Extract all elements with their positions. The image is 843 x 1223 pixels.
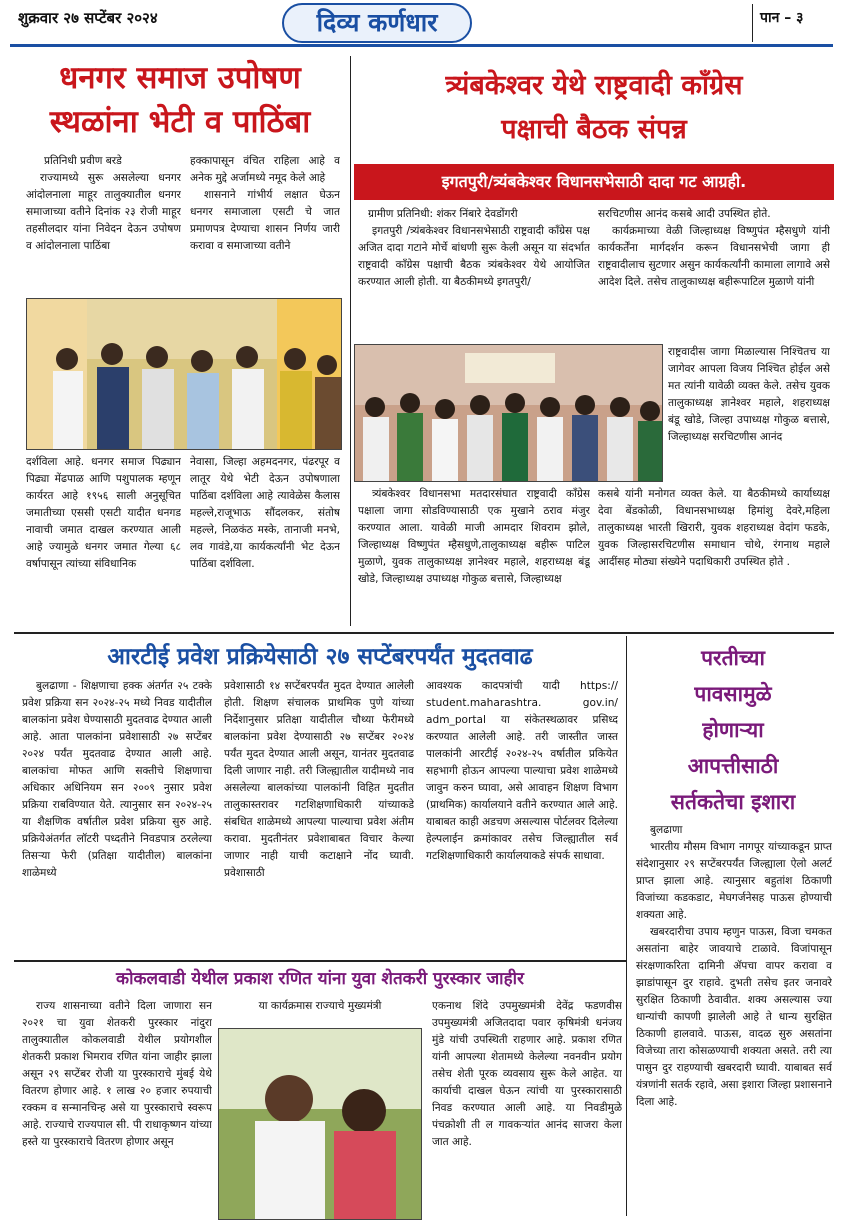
header-rule: [10, 44, 833, 47]
story3-col2: प्रवेशासाठी १४ सप्टेंबरपर्यंत मुदत देण्यात आलेली होती. शिक्षण संचालक प्राथमिक पुणे यांच्या निर्देशानुसार प्रतिक्षा यादीतील चौथ्या फेरीमध्ये बालकांना प्रवेश देण्यासाठी २७ सप्टेंबर २०२४ पर्यंत मुदत देण्यात आली असून, यानंतर मुदतवाढ दिली जाणार नाही. तरी जिल्ह्यातील यादीमध्ये नाव असलेल्या बालकांच्या पालकांनी विहित मुदतीत तालुकास्तरावर गटशिक्षणाधिकारी यांच्याकडे संबधित शाळेमध्ये आपल्या पाल्याचा प्रवेश अंतीम करावा. मुदतीनंतर प्रवेशाबाबत विचार केल्या जाणार नाही याची कटाक्षाने नोंद घ्यावी. प्रवेशासाठी: [224, 680, 414, 879]
story2-col2-bottom: कसबे यांनी मनोगत व्यक्त केले. या बैठकीमध्ये कार्याध्यक्ष देवा बेंडकोळी, विधानसभाध्यक्ष हिमांशु देवरे,महिला तालुकाध्यक्ष भारती खिरारी, युवक शहराध्यक्ष वेदांग फडके, युवक जिल्हासरचिटणीस समाधान चोथे, रंगनाथ महाले आदींसह मोठ्या संख्येने पदाधिकारी उपस्थित होते .: [598, 488, 830, 568]
story5-headline: कोकलवाडी येथील प्रकाश रणित यांना युवा शेतकरी पुरस्कार जाहीर: [116, 969, 524, 989]
issue-date: शुक्रवार २७ सप्टेंबर २०२४: [18, 9, 158, 27]
section-divider: [14, 632, 834, 634]
story4-dateline: बुलढाणा: [650, 824, 683, 836]
story5-photo: [218, 1028, 422, 1220]
group-photo-image: [27, 299, 342, 450]
meeting-photo-image: [355, 345, 663, 482]
section-divider-2: [14, 960, 626, 962]
story4-body: बुलढाणा भारतीय मौसम विभाग नागपूर यांच्याकडून प्राप्त संदेशानुसार २९ सप्टेंबरपर्यंत जिल्ह्याला ऐलो अलर्ट प्राप्त झाला आहे. त्यानुसार बहुतांश ठिकाणी विजांच्या कडकडाट, मेघगर्जनेसह पाऊस होण्याची शक्यता आहे. खबरदारीचा उपाय म्हणुन पाऊस, विजा चमकत असतांना बाहेर जावयाचे टाळावे. विजांपासून संरक्षणाकरिता दामिनी ॲपचा वापर करावा व झाडांपासून दुर राहावे. दुभती तसेच इतर जनावरे सुरक्षित ठिकाणी ठेवावीत. शक्य असल्यास ज्या धान्यांची कापणी झालेली आहे ते धान्य सुरक्षित ठिकाणी हालवावे. पाऊस, वादळ सुरु असतांना विजेच्या तारा कोसळण्याची शक्यता असते. तरी त्या पासुन दुर राहण्याची खबरदारी घ्यावी. याबाबत सर्व यंत्रणांनी सतर्क रहावे, असा इशारा जिल्हा प्रशासनाने दिला आहे.: [636, 824, 832, 1108]
newspaper-logo: दिव्य कर्णधार: [282, 3, 472, 43]
story2-banner: इगतपुरी/त्र्यंबकेश्वर विधानसभेसाठी दादा गट आग्रही.: [354, 164, 834, 200]
story2-byline: ग्रामीण प्रतिनिधी: शंकर निंबारे देवडोंगरी: [368, 208, 518, 220]
story2-headline: त्र्यंबकेश्वर येथे राष्ट्रवादी काँग्रेस पक्षाची बैठक संपन्न: [445, 70, 743, 145]
story4-headline: परतीच्या पावसामुळे होणाऱ्या आपत्तीसाठी सर्तकतेचा इशारा: [670, 646, 796, 814]
story5-col1: राज्य शासनाच्या वतीने दिला जाणारा सन २०२१ चा युवा शेतकरी पुरस्कार नांदुरा तालुक्यातील कोकलवाडी येथील प्रयोगशील शेतकरी प्रकाश भिमराव रणित यांना जाहीर झाला असून २९ सप्टेंबर रोजी या पुरस्काराचे मुंबई येथे वितरण होणार आहे. १ लाख २० हजार रुपयाची रक्कम व सन्मानचिन्ह असे या पुरस्काराचे स्वरूप आहे. राज्याचे राज्यपाल सी. पी राधाकृष्णन यांच्या हस्ते या पुरस्काराचे वितरण होणार असून: [22, 1000, 212, 1148]
masthead: [0, 0, 843, 46]
story5-col3: एकनाथ शिंदे उपमुख्यमंत्री देवेंद्र फडणवीस उपमुख्यमंत्री अजितदादा पवार कृषिमंत्री धनंजय मुंडे यांची उपस्थिती राहणार आहे. प्रकाश रणित यांनी आपल्या शेतामध्ये केलेल्या नवनवीन प्रयोग तसेच शेती पूरक व्यवसाय सुरू केले आहेत. या कार्याची दाखल घेऊन त्यांची या पुरस्कारासाठी निवड करण्यात आली आहे. या निवडीमुळे पंचक्रोशी ती ल गावकऱ्यांत आनंद साजरा केला जात आहे.: [432, 1000, 622, 1148]
story2-col1-bottom: त्र्यंबकेश्वर विधानसभा मतदारसंघात राष्ट्रवादी कॉंग्रेस पक्षाला जागा सोडविण्यासाठी एक मुखाने ठराव मंजुर करण्यात आला. यावेळी माजी आमदार शिवराम झोले, जिल्हाध्यक्ष विष्णुपंत म्हैसधुणे,तालुकाध्यक्ष बहीरू पाटिल मुळाणे, युवक तालुकाध्यक्ष ज्ञानेश्वर महाले, शहराध्यक्ष बंडू खोडे, जिल्हाध्यक्ष उपाध्यक्ष गोकुळ बत्तासे, जिल्हाध्यक्ष: [358, 488, 590, 585]
header-divider: [752, 4, 753, 42]
story2-col1-top: ग्रामीण प्रतिनिधी: शंकर निंबारे देवडोंगरी इगतपुरी /त्र्यंबकेश्वर विधानसभेसाठी राष्ट्रवादी कॉंग्रेस पक्ष अजित दादा गटाने मोर्चे बांधणी सुरू केली असून या संदर्भात राष्ट्रवादी कॉंग्रेस पक्षाची बैठक त्र्यंबकेश्वर येथे आयोजित करण्यात आली होती. या बैठकीमध्ये इगतपुरी/: [358, 208, 590, 288]
story1-col1-top: प्रतिनिधी प्रवीण बरडे राज्यामध्ये सुरू असलेल्या धनगर आंदोलनाला माहूर तालुक्यातील धनगर समाजाच्या वतीने दिनांक २३ रोजी माहूर तहसीलदार यांना निवेदन देऊन उपोषण व आंदोलनाला पाठिंबा: [26, 155, 181, 252]
page-number: पान – ३: [760, 10, 804, 26]
story1-col1-bottom: दर्शविला आहे. धनगर समाज पिढ्यान पिढ्या मेंढपाळ आणि पशुपालक म्हणून कार्यरत आहे १९५६ साली अनुसूचित जमातीच्या एससी एसटी यादीत धनगड नावाची जमात दाखल करण्यात आली आहे ज्यामुळे धनगर जमात गेल्या ६८ वर्षापासून त्यांच्या संविधानिक: [26, 456, 181, 570]
column-divider-right: [626, 636, 627, 1216]
story2-col2-mid: राष्ट्रवादीस जागा मिळाल्यास निश्चितच या जागेवर आपला विजय निश्चित होईल असे मत त्यांनी यावेळी व्यक्त केले. तसेच युवक तालुकाध्यक्ष ज्ञानेश्वर महाले, शहराध्यक्ष बंडू खोडे, जिल्हा उपाध्यक्ष गोकुळ बत्तासे, जिल्हाध्यक्ष सरचिटणीस आनंद: [668, 346, 830, 443]
column-divider: [350, 56, 351, 626]
story1-col2-bottom: नेवासा, जिल्हा अहमदनगर, पंढरपूर व लातूर येथे भेटी देऊन उपोषणाला पाठिंबा दर्शविला आहे त्यावेळेस कैलास महल्ले,राजूभाऊ सौंदलकर, संतोष महल्ले, निळकंठ मस्के, तानाजी मनभे, लव गावंडे,या कार्यकर्त्यांनी भेट देऊन पाठिंबा दर्शविला.: [190, 456, 340, 570]
story1-photo: [26, 298, 342, 450]
story5-col2: या कार्यक्रमास राज्याचे मुख्यमंत्री: [258, 1000, 382, 1012]
story2-col2-top: सरचिटणीस आनंद कसबे आदी उपस्थित होते. कार्यक्रमाच्या वेळी जिल्हाध्यक्ष विष्णुपंत म्हैसधुणे यांनी कार्यकर्तेंना मार्गदर्शन करून विधानसभेची जागा ही राष्ट्रवादीलाच सुटणार असुन कार्यकर्त्यांनी कामाला लागावे असे आदेश दिले. तसेच तालुकाध्यक्ष बहीरूपाटिल मुळाणे यांनी: [598, 208, 830, 288]
story2-photo: [354, 344, 663, 482]
story1-byline: प्रतिनिधी प्रवीण बरडे: [44, 155, 122, 167]
story1-col2-top: हक्कापासून वंचित राहिला आहे व अनेक मुद्दे अर्जामध्ये नमूद केले आहे शासनाने गांभीर्य लक्षात घेऊन धनगर समाजाला एसटी चे जात प्रमाणपत्र देण्याचा शासन निर्णय जारी करावा व समाजाच्या वतीने: [190, 155, 340, 252]
story3-col1: बुलढाणा - शिक्षणाचा हक्क अंतर्गत २५ टक्के प्रवेश प्रक्रिया सन २०२४-२५ मध्ये निवड यादीतील बालकांना प्रवेश घेण्यासाठी मुदतवाढ देण्यात आली आहे. आता पालकांना प्रवेशासाठी २७ सप्टेंबर २०२४ पर्यंत मुदतवाढ देण्यात आली आहे. बालकांचा मोफत आणि सक्तीचे शिक्षणाचा अधिकार अधिनियम सन २००९ नुसार प्रवेश प्रक्रिया राबविण्यात येते. त्यानुसार सन २०२४-२५ या शैक्षणिक वर्षातील प्रवेश प्रक्रिया सुरु आहे. प्रक्रियेअंतर्गत लॉटरी पध्दतीने निवडपात्र ठरलेल्या तिसऱ्या फेरी (प्रतिक्षा यादीतील) बालकांना शाळेमध्ये: [22, 680, 212, 879]
story1-headline: धनगर समाज उपोषण स्थळांना भेटी व पाठिंबा: [49, 60, 311, 140]
story3-col3: आवश्यक कादपत्रांची यादी https:// student.maharashtra. gov.in/ adm_portal या संकेतस्थळावर प्रसिध्द करण्यात आलेली आहे. तरी जास्तीत जास्त पालकांनी आरटीई २०२४-२५ वर्षातील प्रकियेत सहभागी होऊन आपल्या पाल्याचा प्रवेश शाळेमध्ये जावुन करुन घ्यावा, असे आवाहन शिक्षण विभाग (प्राथमिक) कार्यालयाने वतीने करण्यात आले आहे. याबाबत काही अडचण असल्यास पोर्टलवर दिलेल्या हेल्पलाईन क्रमांकावर तसेच जिल्ह्यातील सर्व गटशिक्षणाधिकारी कार्यालयाकडे संपर्क साधावा.: [426, 680, 618, 862]
story3-headline: आरटीई प्रवेश प्रक्रियेसाठी २७ सप्टेंबरपर्यंत मुदतवाढ: [107, 644, 533, 670]
couple-photo-image: [219, 1029, 422, 1220]
